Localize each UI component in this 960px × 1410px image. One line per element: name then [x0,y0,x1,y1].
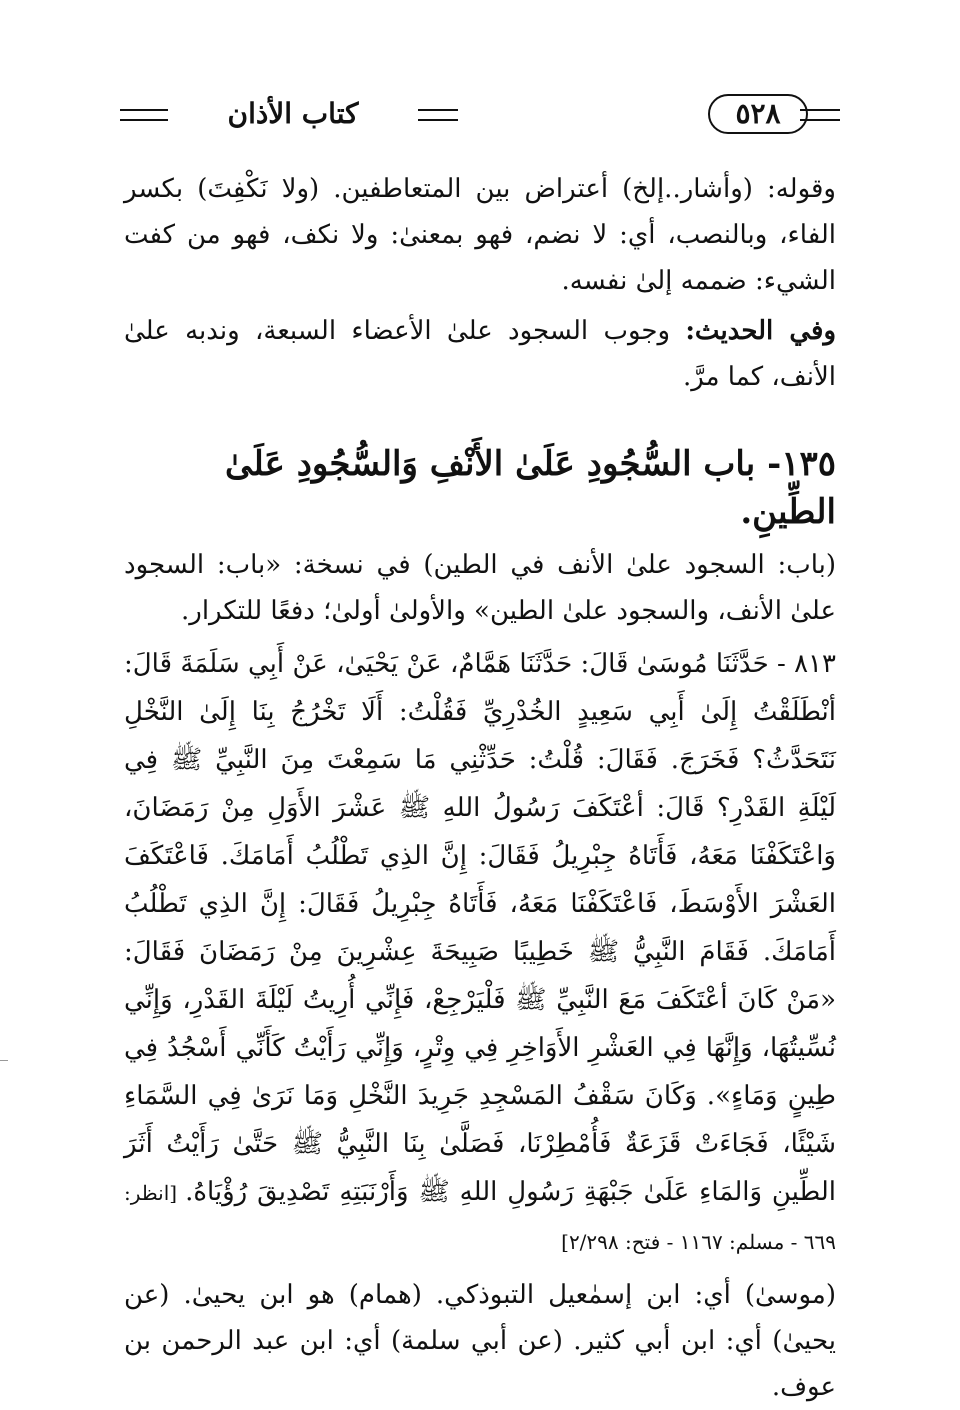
hadith-lesson-paragraph [124,308,836,400]
page-body [124,166,836,1410]
page-number: ٥٢٨ [708,94,808,134]
header-rule-right [800,109,840,121]
lesson-text: وجوب السجود علىٰ الأعضاء السبعة، وندبه علىٰ الأنف، كما مرَّ. [124,316,836,392]
hadith-reference: [انظر: ٦٦٩ - مسلم: ١١٦٧ - فتح: ٢/٢٩٨] [124,1181,836,1254]
header-rule-left [120,109,168,121]
narrators-paragraph: (موسىٰ) أي: ابن إسمٰعيل التبوذكي. (همام) هو ابن يحيىٰ. (عن يحيىٰ) أي: ابن أبي كثير. (عن أبي سلمة) أي: ابن عبد الرحمن بن عوف. [124,1280,836,1402]
commentary-paragraph: وقوله: (وأشار..إلخ) أعتراض بين المتعاطفين. (ولا نَكْفِتَ) بكسر الفاء، وبالنصب، أي: لا نضم، فهو بمعنىٰ: ولا نكف، فهو من كفت الشيء: ضممه إلىٰ نفسه. [124,174,836,296]
lesson-lead: وفي الحديث: [685,316,836,346]
margin-mark [0,1060,8,1061]
hadith-text [124,640,836,1266]
page-header [120,94,840,140]
hadith-body: ٨١٣ - حَدَّثَنَا مُوسَىٰ قَالَ: حَدَّثَنَا هَمَّامٌ، عَنْ يَحْيَىٰ، عَنْ أَبِي سَلَمَةَ قَالَ: أنْطَلَقْتُ إِلَىٰ أَبِي سَعِيدٍ الخُدْرِيِّ فَقُلْتُ: أَلَا تَخْرُجُ بِنَا إِلَىٰ النَّخْلِ نَتَحَدَّثُ؟ فَخَرَجَ. فَقَالَ: قُلْتُ: حَدِّثْنِي مَا سَمِعْتَ مِنَ النَّبِيِّ ﷺ فِي لَيْلَةِ القَدْرِ؟ قَالَ: أعْتَكَفَ رَسُولُ اللهِ ﷺ عَشْرَ الأَوَلِ مِنْ رَمَضَانَ، وَاعْتَكَفْنَا مَعَهُ، فَأَتَاهُ جِبْرِيلُ فَقَالَ: إِنَّ الذِي تَطْلُبُ أَمَامَكَ. فَاعْتَكَفَ العَشْرَ الأَوْسَطَ، فَاعْتَكَفْنَا مَعَهُ، فَأَتَاهُ جِبْرِيلُ فَقَالَ: إِنَّ الذِي تَطْلُبُ أَمَامَكَ. فَقَامَ النَّبِيُّ ﷺ خَطِيبًا صَبِيحَةَ عِشْرِينَ مِنْ رَمَضَانَ فَقَالَ: «مَنْ كَانَ أعْتَكَفَ مَعَ النَّبِيِّ ﷺ فَلْيَرْجِعْ، فَإِنِّي أُرِيتُ لَيْلَةَ القَدْرِ، وَإِنِّي نُسِّيتُهَا، وَإِنَّهَا فِي العَشْرِ الأَوَاخِرِ فِي وِتْرٍ، وَإِنِّي رَأَيْتُ كَأَنِّي أَسْجُدُ فِي طِينٍ وَمَاءٍ». وَكَانَ سَقْفُ المَسْجِدِ جَرِيدَ النَّخْلِ وَمَا نَرَىٰ فِي السَّمَاءِ شَيْئًا، فَجَاءَتْ قَزَعَةٌ فَأُمْطِرْنَا، فَصَلَّىٰ بِنَا النَّبِيُّ ﷺ حَتَّىٰ رَأَيْتُ أَثَرَ الطِّينِ وَالمَاءِ عَلَىٰ جَبْهَةِ رَسُولِ اللهِ ﷺ وَأَرْنَبَتِهِ تَصْدِيقَ رُؤْيَاهُ. [124,649,836,1207]
chapter-note-paragraph: (باب: السجود علىٰ الأنف في الطين) في نسخة: «باب: السجود علىٰ الأنف، والسجود علىٰ الطين» والأولىٰ أولىٰ؛ دفعًا للتكرار. [124,550,836,626]
running-title: كتاب الأذان [227,97,359,130]
chapter-heading: ١٣٥- باب السُّجُودِ عَلَىٰ الأَنْفِ وَالسُّجُودِ عَلَىٰ الطِّينِ. [224,444,836,532]
header-rule-middle [418,109,458,121]
